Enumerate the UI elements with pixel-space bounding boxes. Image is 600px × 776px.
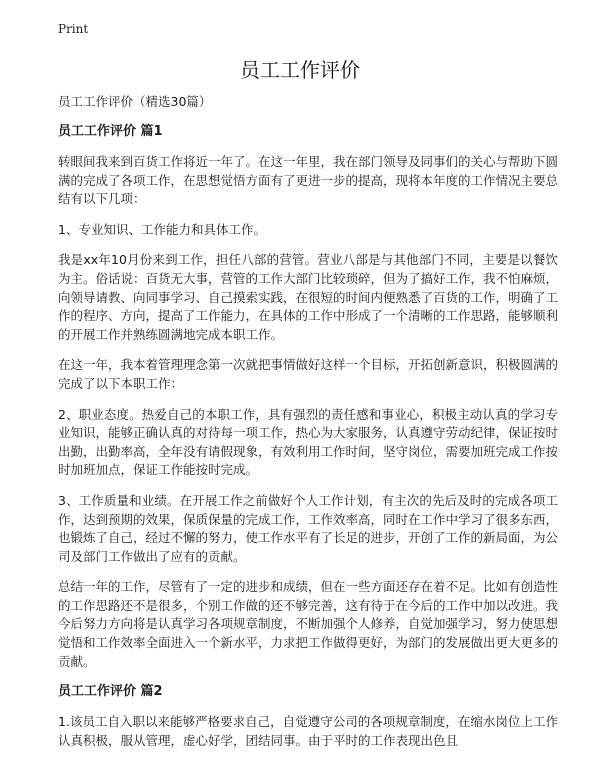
section-heading: 员工工作评价 篇1 (58, 124, 163, 139)
paragraph: 在这一年，我本着管理理念第一次就把事情做好这样一个目标，开拓创新意识，积极圆满的完成了以下本职工作： (58, 357, 559, 391)
paragraph: 总结一年的工作，尽管有了一定的进步和成绩，但在一些方面还存在着不足。比如有创造性的工作思路还不是很多，个别工作做的还不够完善，这有待于在今后的工作中加以改进。我今后努力方向将是认真学习各项规章制度，不断加强个人修养，自觉加强学习，努力使思想觉悟和工作效率全面进入一个新水平，力求把工作做得更好，为部门的发展做出更大更多的贡献。 (58, 579, 559, 669)
document-subtitle: 员工工作评价（精选30篇） (58, 94, 212, 109)
section-2 (58, 683, 558, 750)
paragraph: 我是xx年10月份来到工作，担任八部的营管。营业八部是与其他部门不同，主要是以餐饮为主。俗话说：百货无大事，营管的工作大部门比较琐碎，但为了搞好工作，我不怕麻烦，向领导请教、向同事学习、自己摸索实践，在很短的时间内便熟悉了百货的工作，明确了工作的程序、方向，提高了工作能力，在具体的工作中形成了一个清晰的工作思路，能够顺利的开展工作并熟练圆满地完成本职工作。 (58, 252, 559, 342)
section-heading: 员工工作评价 篇2 (58, 684, 163, 700)
paragraph: 3、工作质量和业绩。在开展工作之前做好个人工作计划，有主次的先后及时的完成各项工作，达到预期的效果，保质保量的完成工作，工作效率高，同时在工作中学习了很多东西，也锻炼了自己，经过不懈的努力，使工作水平有了长足的进步，开创了工作的新局面，为公司及部门工作做出了应有的贡献。 (58, 492, 559, 564)
paragraph: 转眼间我来到百货工作将近一年了。在这一年里，我在部门领导及同事们的关心与帮助下圆满的完成了各项工作，在思想觉悟方面有了更进一步的提高，现将本年度的工作情况主要总结有以下几项： (58, 154, 559, 207)
section-1 (58, 123, 558, 671)
paragraph: 1、专业知识、工作能力和具体工作。 (58, 221, 266, 237)
document-title: 员工工作评价 (240, 58, 360, 82)
document-body (58, 93, 558, 762)
paragraph: 2、职业态度。热爱自己的本职工作，具有强烈的责任感和事业心，积极主动认真的学习专业知识，能够正确认真的对待每一项工作，热心为大家服务，认真遵守劳动纪律，保证按时出勤，出勤率高，全年没有请假现象，有效利用工作时间，坚守岗位，需要加班完成工作按时加班加点，保证工作能按时完成。 (58, 406, 559, 478)
paragraph: 1.该员工自入职以来能够严格要求自己，自觉遵守公司的各项规章制度，在缩水岗位上工作认真积极，服从管理，虚心好学，团结同事。由于平时的工作表现出色且 (58, 714, 558, 748)
print-label[interactable]: Print (58, 22, 89, 36)
